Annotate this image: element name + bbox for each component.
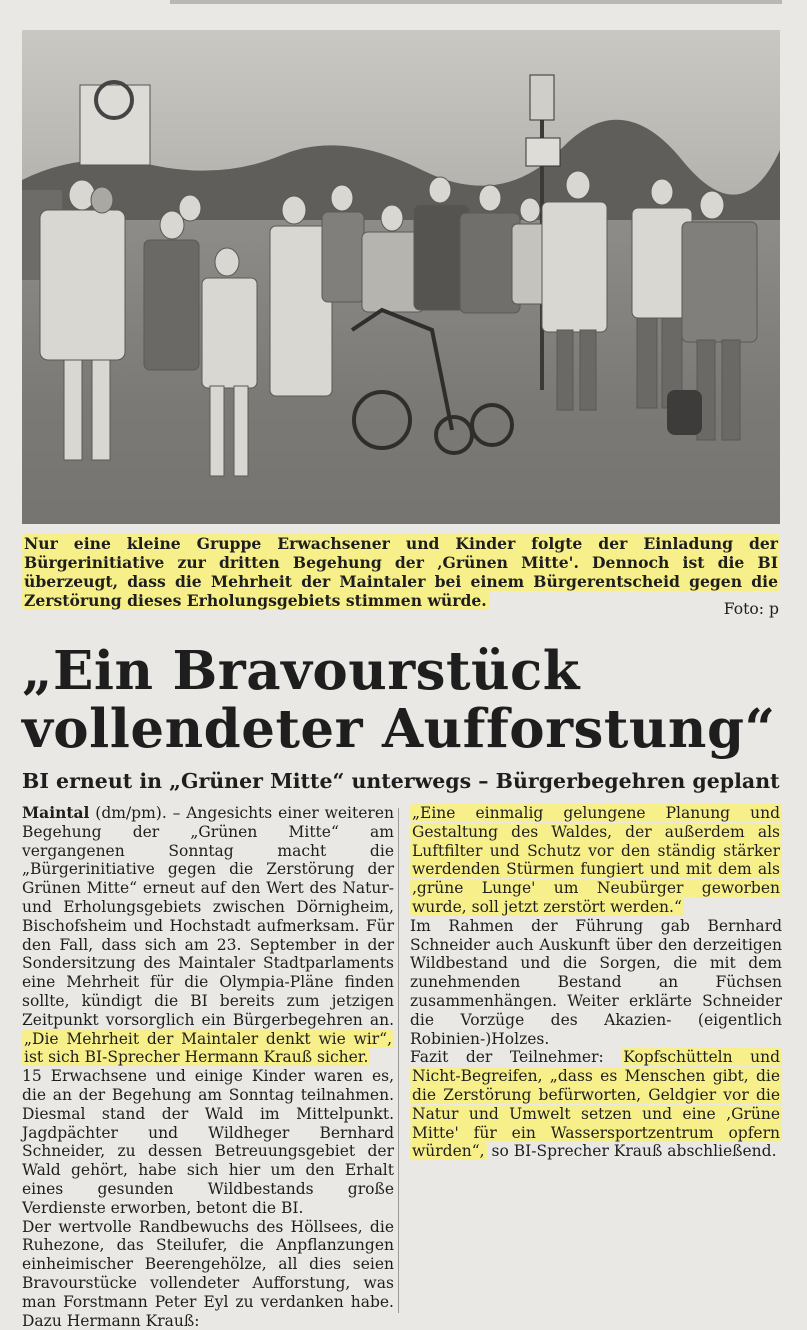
photo-group-outdoors-icon bbox=[22, 30, 780, 524]
page-top-rule bbox=[170, 0, 782, 4]
dateline: Maintal bbox=[22, 803, 90, 822]
headline: „Ein Bravourstück vollendeter Aufforstung“ bbox=[22, 640, 776, 760]
paragraph-5-lead: Fazit der Teilnehmer: bbox=[410, 1048, 604, 1067]
paragraph-5 bbox=[410, 1048, 782, 1161]
paragraph-2: 15 Erwachsene und einige Kinder waren es, die an der Begehung am Sonntag teilnahmen. Diesmal stand der Wald im Mittelpunkt. Jagdpächter und Wildheger Bernhard Schneider, zu dessen Betreuungsgebiet der Wald gehört, habe sich hier um den Erhalt eines gesunden Wildbestands große Verdienste erworben, betont die BI. bbox=[22, 1067, 394, 1217]
paragraph-5-quote: Kopfschütteln und Nicht-Begreifen, „dass es Menschen gibt, die die Zerstörung befürworten, Geldgier vor die Natur und Umwelt setzen und eine ‚Grüne Mitte' für ein Wassersportzentrum opfern würden“, bbox=[412, 1048, 780, 1161]
news-photo bbox=[22, 30, 780, 524]
caption-text: Nur eine kleine Gruppe Erwachsener und Kinder folgte der Einladung der Bürgerinitiative zur dritten Begehung der ‚Grünen Mitte'. Dennoch ist die BI überzeugt, dass die Mehrheit der Maintaler bei einem Bürgerentscheid gegen die Zerstörung dieses Erholungsgebiets stimmen würde. bbox=[24, 534, 778, 610]
paragraph-1-lead: – Angesichts einer weiteren Begehung der „Grünen Mitte“ am vergangenen Sonntag macht die „Bürgerinitiative gegen die Zerstörung der Grünen Mitte“ erneut auf den Wert des Natur- und Erholungsgebiets zwischen Dörnigheim, Bischofsheim und Hochstadt aufmerksam. Für den Fall, dass sich am 23. September in der Sondersitzung des Maintaler Stadtparlaments eine Mehrheit für die Olympia-Pläne finden sollte, kündigt die BI bereits zum jetzigen Zeitpunkt vorsorglich ein Bürgerbegehren an. bbox=[22, 804, 394, 1029]
article-column-2 bbox=[410, 804, 782, 1161]
paragraph-3-quote-block bbox=[410, 804, 782, 917]
article-column-1 bbox=[22, 804, 394, 1330]
paragraph-4: Im Rahmen der Führung gab Bernhard Schneider auch Auskunft über den derzeitigen Wildbestand und die Sorgen, die mit dem zunehmenden Bestand an Füchsen zusammenhängen. Weiter erklärte Schneider die Vorzüge des Akazien- (eigentlich Robinien-)Holzes. bbox=[410, 916, 782, 1048]
paragraph-1 bbox=[22, 804, 394, 1067]
paragraph-3-start bbox=[22, 1218, 394, 1330]
subheadline: BI erneut in „Grüner Mitte“ unterwegs – Bürgerbegehren geplant bbox=[22, 769, 780, 793]
paragraph-1-quote: „Die Mehrheit der Maintaler denkt wie wir“, ist sich BI-Sprecher Hermann Krauß sicher. bbox=[24, 1029, 392, 1067]
byline: (dm/pm). bbox=[95, 804, 167, 822]
photo-caption bbox=[22, 534, 780, 610]
paragraph-3-text: Der wertvolle Randbewuchs des Höllsees, die Ruhezone, das Steilufer, die Anpflanzungen einheimischer Beerengehölze, all dies seien Bravourstücke vollendeter Aufforstung, was man Forstmann Peter Eyl zu verdanken habe. Dazu Hermann Krauß: bbox=[22, 1217, 394, 1330]
paragraph-3-quote: „Eine einmalig gelungene Planung und Gestaltung des Waldes, der außerdem als Luftfilter und Schutz vor den ständig stärker werdenden Stürmen fungiert und mit dem als ‚grüne Lunge' um Neubürger geworben wurde, soll jetzt zerstört werden.“ bbox=[412, 804, 780, 916]
column-divider bbox=[398, 808, 399, 1313]
paragraph-5-end: so BI-Sprecher Krauß abschließend. bbox=[491, 1142, 777, 1161]
photo-credit: Foto: p bbox=[723, 600, 779, 618]
